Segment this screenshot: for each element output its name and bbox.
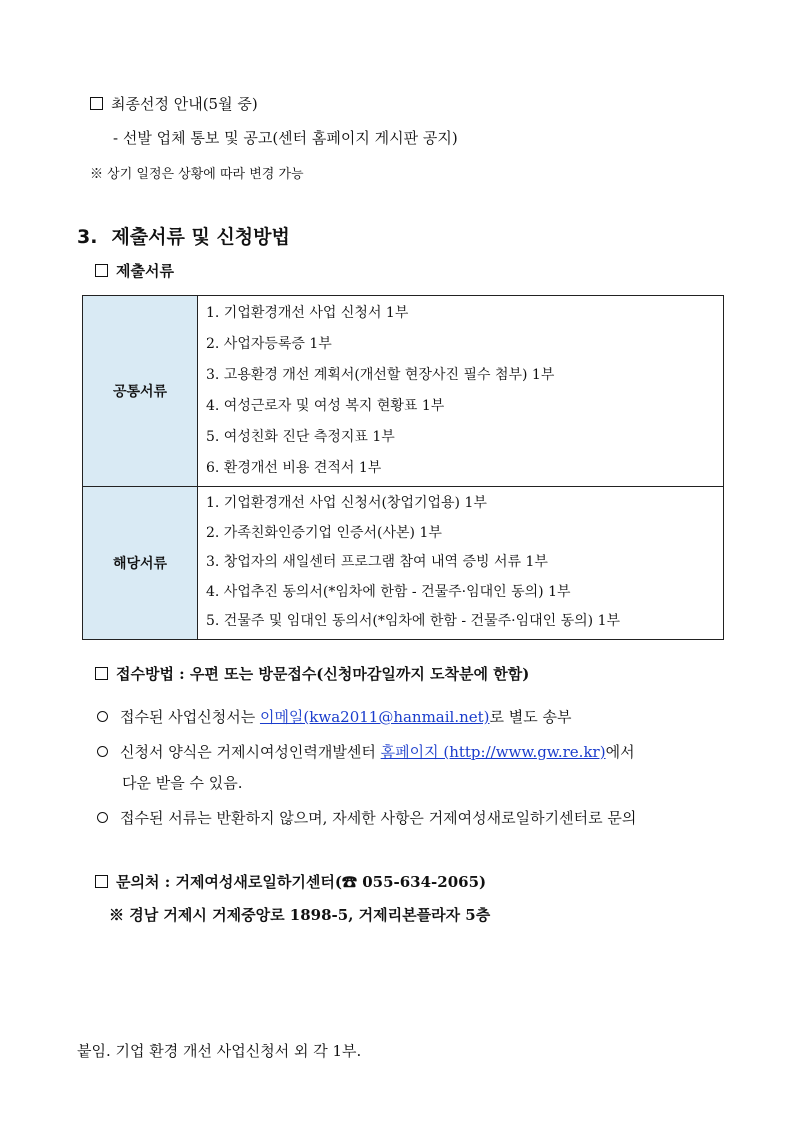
submission-heading: 접수방법 : 우편 또는 방문접수(신청마감일까지 도착분에 한함)	[95, 663, 529, 684]
contact-heading: 문의처 : 거제여성새로일하기센터(☎ 055-634-2065)	[95, 871, 486, 892]
attachment-note: 붙임. 기업 환경 개선 사업신청서 외 각 1부.	[77, 1042, 362, 1060]
schedule-note: ※ 상기 일정은 상황에 따라 변경 가능	[90, 167, 304, 182]
submission-line-2-continued: 다운 받을 수 있음.	[122, 774, 243, 792]
documents-table	[82, 295, 724, 640]
homepage-link[interactable]: 홈페이지 (http://www.gw.re.kr)	[380, 743, 606, 761]
phone-icon: ☎	[341, 873, 357, 891]
category-applicable: 해당서류	[83, 487, 198, 640]
common-items	[198, 296, 724, 487]
section-title: 3. 제출서류 및 신청방법	[77, 226, 290, 248]
email-link[interactable]: 이메일(kwa2011@hanmail.net)	[259, 708, 490, 726]
list-item: 2. 사업자등록증 1부	[206, 336, 332, 352]
list-item: 2. 가족친화인증기업 인증서(사본) 1부	[206, 524, 442, 541]
contact-address: ※ 경남 거제시 거제중앙로 1898-5, 거제리본플라자 5층	[109, 906, 491, 924]
list-item: 4. 사업추진 동의서(*임차에 한함 - 건물주·임대인 동의) 1부	[206, 583, 571, 600]
submission-line-2: 신청서 양식은 거제시여성인력개발센터 홈페이지 (http://www.gw.re.kr)에서	[97, 741, 635, 762]
list-item: 3. 고용환경 개선 계획서(개선할 현장사진 필수 첨부) 1부	[206, 367, 555, 383]
applicable-items	[198, 487, 724, 640]
table-row	[83, 296, 724, 487]
list-item: 1. 기업환경개선 사업 신청서 1부	[206, 305, 409, 321]
final-selection-heading: 최종선정 안내(5월 중)	[90, 93, 258, 114]
checkbox-square-icon	[95, 875, 108, 888]
category-common: 공통서류	[83, 296, 198, 487]
bullet-circle-icon	[97, 812, 108, 823]
list-item: 4. 여성근로자 및 여성 복지 현황표 1부	[206, 398, 445, 414]
list-item: 5. 건물주 및 임대인 동의서(*임차에 한함 - 건물주·임대인 동의) 1부	[206, 613, 620, 629]
list-item: 5. 여성친화 진단 측정지표 1부	[206, 429, 395, 445]
table-row	[83, 487, 724, 640]
checkbox-square-icon	[95, 667, 108, 680]
final-selection-detail: - 선발 업체 통보 및 공고(센터 홈페이지 게시판 공지)	[113, 129, 458, 147]
checkbox-square-icon	[90, 97, 103, 110]
bullet-circle-icon	[97, 746, 108, 757]
submission-line-1: 접수된 사업신청서는 이메일(kwa2011@hanmail.net)로 별도 송부	[97, 706, 572, 727]
checkbox-square-icon	[95, 264, 108, 277]
documents-heading: 제출서류	[95, 260, 174, 281]
bullet-circle-icon	[97, 711, 108, 722]
list-item: 1. 기업환경개선 사업 신청서(창업기업용) 1부	[206, 495, 487, 511]
list-item: 3. 창업자의 새일센터 프로그램 참여 내역 증빙 서류 1부	[206, 554, 548, 570]
submission-line-3: 접수된 서류는 반환하지 않으며, 자세한 사항은 거제여성새로일하기센터로 문의	[97, 807, 636, 828]
list-item: 6. 환경개선 비용 견적서 1부	[206, 460, 382, 476]
